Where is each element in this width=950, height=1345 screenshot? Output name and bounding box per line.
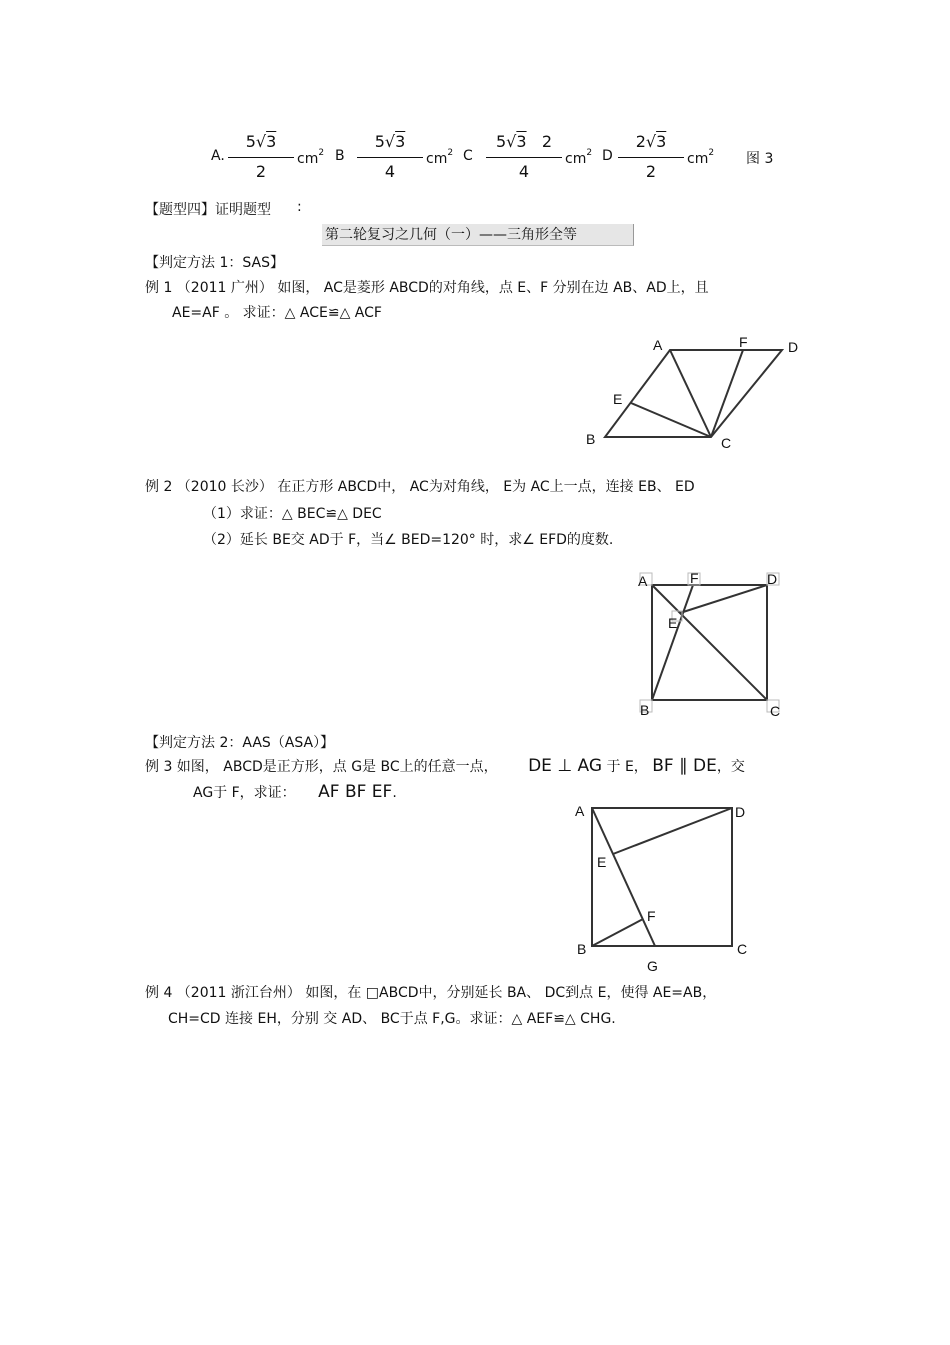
- label-b: B: [586, 431, 596, 447]
- option-a-unit: $cm^2$: [297, 148, 325, 167]
- label-f: F: [739, 334, 748, 350]
- label-f: F: [647, 908, 656, 924]
- example-1-line-2: AE=AF 。 求证：△ ACE≌△ ACF: [172, 305, 382, 321]
- chapter-banner: 第二轮复习之几何（一）——三角形全等: [322, 224, 634, 246]
- example-2-line-1: 例 2 （2010 长沙） 在正方形 ABCD中， AC为对角线， E为 AC上一点，连接 EB、 ED: [145, 479, 695, 495]
- option-d-label: D: [602, 148, 613, 164]
- example-1-line-1: 例 1 （2011 广州） 如图， AC是菱形 ABCD的对角线，点 E、F 分别在边 AB、AD上，且: [145, 280, 709, 296]
- label-d: D: [767, 571, 778, 587]
- label-c: C: [721, 435, 732, 451]
- option-b-unit: $cm^2$: [426, 148, 454, 167]
- option-c-label: C: [463, 148, 473, 164]
- option-a-label: A.: [211, 148, 225, 164]
- label-e: E: [613, 391, 623, 407]
- label-a: A: [638, 573, 648, 589]
- label-e: E: [597, 854, 607, 870]
- example-4-line-1: 例 4 （2011 浙江台州） 如图，在 □ABCD中，分别延长 BA、 DC到点 E，使得 AE=AB，: [145, 985, 717, 1001]
- label-d: D: [735, 804, 746, 820]
- section-heading: 【题型四】证明题型: [145, 202, 271, 218]
- label-b: B: [640, 702, 650, 718]
- option-d-unit: $cm^2$: [687, 148, 715, 167]
- example-3-line-2: AG于 F，求证： AF BF EF.: [193, 782, 397, 802]
- option-a-fraction: 5√3 2: [228, 132, 294, 184]
- example-3-line-1: 例 3 如图， ABCD是正方形，点 G是 BC上的任意一点， DE ⊥ AG 于 E， BF ∥ DE，交: [145, 756, 745, 776]
- example-4-line-2: CH=CD 连接 EH，分别 交 AD、 BC于点 F,G。求证：△ AEF≌△ CHG.: [168, 1011, 616, 1027]
- label-e: E: [668, 615, 678, 631]
- option-c-fraction: 5√3 2 4: [486, 132, 562, 184]
- label-c: C: [737, 941, 748, 957]
- figure-caption: 图 3: [746, 151, 774, 167]
- label-a: A: [653, 337, 663, 353]
- example-2-line-2: （1）求证：△ BEC≌△ DEC: [203, 506, 382, 522]
- label-a: A: [575, 803, 585, 819]
- square-diagonal-figure: [630, 565, 790, 720]
- option-d-fraction: 2√3 2: [618, 132, 684, 184]
- method-1-heading: 【判定方法 1：SAS】: [145, 255, 284, 271]
- square-perpendicular-figure: [570, 800, 755, 978]
- label-c: C: [770, 703, 781, 719]
- label-d: D: [788, 339, 799, 355]
- section-colon: :: [297, 199, 302, 215]
- rhombus-figure: [580, 330, 810, 455]
- label-b: B: [577, 941, 587, 957]
- option-b-label: B: [335, 148, 345, 164]
- option-c-unit: $cm^2$: [565, 148, 593, 167]
- label-f: F: [690, 570, 699, 586]
- option-b-fraction: 5√3 4: [357, 132, 423, 184]
- label-g: G: [647, 958, 658, 974]
- example-2-line-3: （2）延长 BE交 AD于 F，当∠ BED=120° 时，求∠ EFD的度数.: [203, 532, 614, 548]
- method-2-heading: 【判定方法 2：AAS（ASA）】: [145, 735, 335, 751]
